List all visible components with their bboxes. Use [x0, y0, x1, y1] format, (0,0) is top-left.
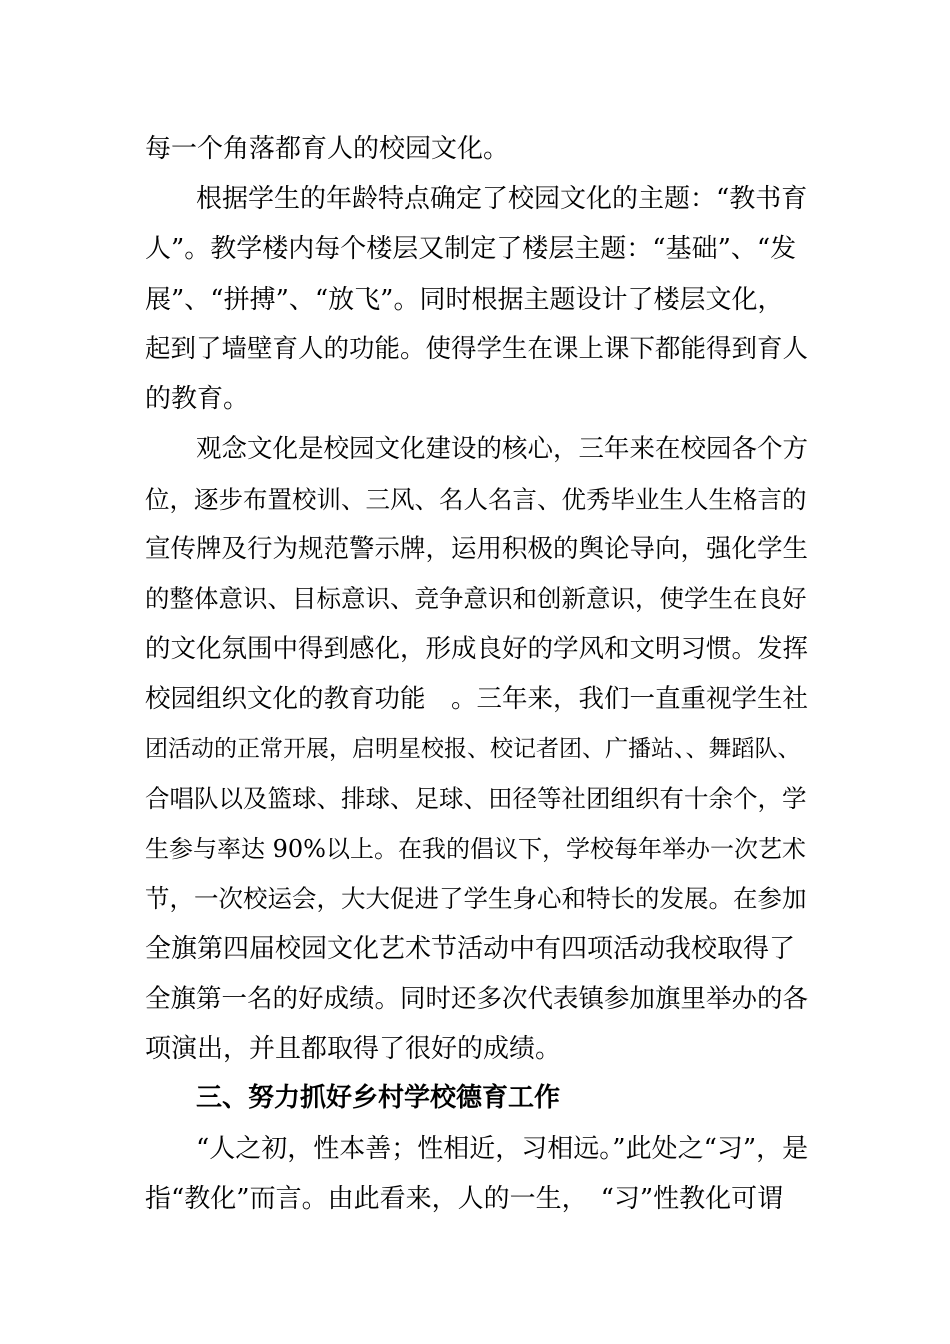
text-line: 位，逐步布置校训、三风、名人名言、优秀毕业生人生格言的 [145, 485, 807, 514]
text-line: 人”。教学楼内每个楼层又制定了楼层主题：“基础”、“发 [145, 234, 797, 264]
text-line: 生参与率达 90%以上。在我的倡议下，学校每年举办一次艺术 [145, 835, 806, 863]
text-line: 全旗第一名的好成绩。同时还多次代表镇参加旗里举办的各 [145, 984, 809, 1014]
text-line: 全旗第四届校园文化艺术节活动中有四项活动我校取得了 [145, 934, 796, 964]
text-line: 宣传牌及行为规范警示牌，运用积极的舆论导向，强化学生 [145, 534, 809, 564]
text-line: 每一个角落都育人的校园文化。 [145, 134, 510, 164]
text-line: 项演出，并且都取得了很好的成绩。 [145, 1034, 562, 1064]
section-heading: 三、努力抓好乡村学校德育工作 [196, 1083, 561, 1113]
text-line: 的教育。 [145, 384, 250, 414]
text-line: 的整体意识、目标意识、竞争意识和创新意识，使学生在良好 [145, 584, 807, 613]
text-line: 团活动的正常开展，启明星校报、校记者团、广播站、、舞蹈队、 [145, 736, 801, 762]
paragraph-start: 观念文化是校园文化建设的核心，三年来在校园各个方 [196, 434, 809, 464]
text-line: 的文化氛围中得到感化，形成良好的学风和文明习惯。发挥 [145, 634, 809, 664]
text-line: 起到了墙壁育人的功能。使得学生在课上课下都能得到育人 [145, 334, 809, 364]
text-line: 展”、“拼搏”、“放飞”。同时根据主题设计了楼层文化， [145, 285, 784, 315]
text-line: 合唱队以及篮球、排球、足球、田径等社团组织有十余个，学 [145, 784, 807, 813]
text-line: 指“教化”而言。由此看来，人的一生， “习”性教化可谓 [145, 1184, 784, 1214]
paragraph-start: 根据学生的年龄特点确定了校园文化的主题：“教书育 [196, 184, 808, 214]
text-line: 节，一次校运会，大大促进了学生身心和特长的发展。在参加 [145, 884, 807, 913]
text-line: 校园组织文化的教育功能 。三年来，我们一直重视学生社 [145, 684, 809, 714]
paragraph-start: “人之初，性本善；性相近，习相远。”此处之“习”，是 [196, 1134, 809, 1164]
